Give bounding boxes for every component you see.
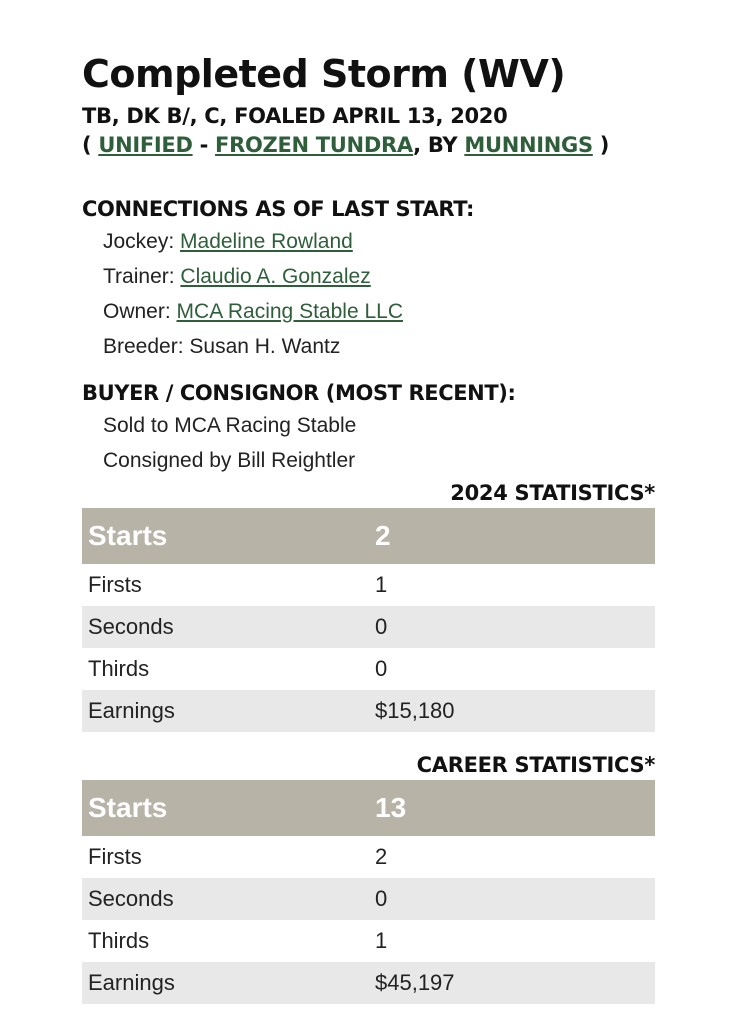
table-header-row (82, 780, 655, 836)
damsire-link[interactable]: MUNNINGS (464, 133, 593, 157)
table-row (82, 878, 655, 920)
horse-description: TB, DK B/, C, FOALED APRIL 13, 2020 (82, 104, 508, 128)
pedigree-open: ( (82, 133, 99, 157)
jockey-label: Jockey: (103, 230, 181, 253)
owner-link[interactable]: MCA Racing Stable LLC (176, 300, 403, 323)
pedigree-sep: - (192, 133, 216, 157)
table-header-row (82, 508, 655, 564)
breeder-row (103, 329, 655, 364)
breeder-name: Susan H. Wantz (189, 335, 341, 358)
stat-label: Seconds (88, 886, 174, 911)
starts-label: Starts (88, 792, 168, 823)
buyer-consignor-list (82, 408, 655, 478)
stat-label: Thirds (88, 928, 150, 953)
stat-value: 1 (375, 572, 388, 597)
table-row (82, 962, 655, 1004)
stats-2024-table (82, 508, 655, 732)
table-row (82, 606, 655, 648)
starts-value: 13 (375, 792, 407, 823)
horse-name: Completed Storm (WV) (82, 52, 566, 96)
buyer-consignor-heading: BUYER / CONSIGNOR (MOST RECENT): (82, 381, 516, 405)
jockey-link[interactable]: Madeline Rowland (180, 230, 353, 253)
owner-row (103, 294, 655, 329)
connections-heading: CONNECTIONS AS OF LAST START: (82, 197, 475, 221)
stat-value: 0 (375, 656, 388, 681)
starts-value: 2 (375, 520, 391, 551)
pedigree-by: , BY (413, 133, 465, 157)
pedigree-close: ) (592, 133, 610, 157)
table-row (82, 920, 655, 962)
stats-career-table (82, 780, 655, 1004)
trainer-row (103, 259, 655, 294)
pedigree-line (82, 131, 655, 160)
table-row (82, 564, 655, 606)
owner-label: Owner: (103, 300, 177, 323)
stat-value: $45,197 (375, 970, 455, 995)
stats-2024-title: 2024 STATISTICS* (450, 481, 655, 505)
table-row (82, 648, 655, 690)
trainer-link[interactable]: Claudio A. Gonzalez (180, 265, 371, 288)
table-row (82, 836, 655, 878)
stat-label: Firsts (88, 572, 142, 597)
stat-value: $15,180 (375, 698, 455, 723)
stat-value: 0 (375, 886, 388, 911)
consigned-by: Consigned by Bill Reightler (103, 449, 356, 472)
jockey-row (103, 224, 655, 259)
stat-label: Seconds (88, 614, 174, 639)
starts-label: Starts (88, 520, 168, 551)
stats-career-title: CAREER STATISTICS* (416, 753, 655, 777)
stat-value: 1 (375, 928, 388, 953)
sold-to: Sold to MCA Racing Stable (103, 414, 357, 437)
table-row (82, 690, 655, 732)
sire-link[interactable]: UNIFIED (98, 133, 193, 157)
trainer-label: Trainer: (103, 265, 181, 288)
stat-label: Earnings (88, 698, 175, 723)
dam-link[interactable]: FROZEN TUNDRA (215, 133, 414, 157)
horse-profile (82, 48, 655, 1004)
stat-label: Firsts (88, 844, 142, 869)
breeder-label: Breeder: (103, 335, 190, 358)
stat-label: Thirds (88, 656, 150, 681)
stat-value: 2 (375, 844, 388, 869)
connections-list (82, 224, 655, 364)
stat-label: Earnings (88, 970, 175, 995)
stat-value: 0 (375, 614, 388, 639)
